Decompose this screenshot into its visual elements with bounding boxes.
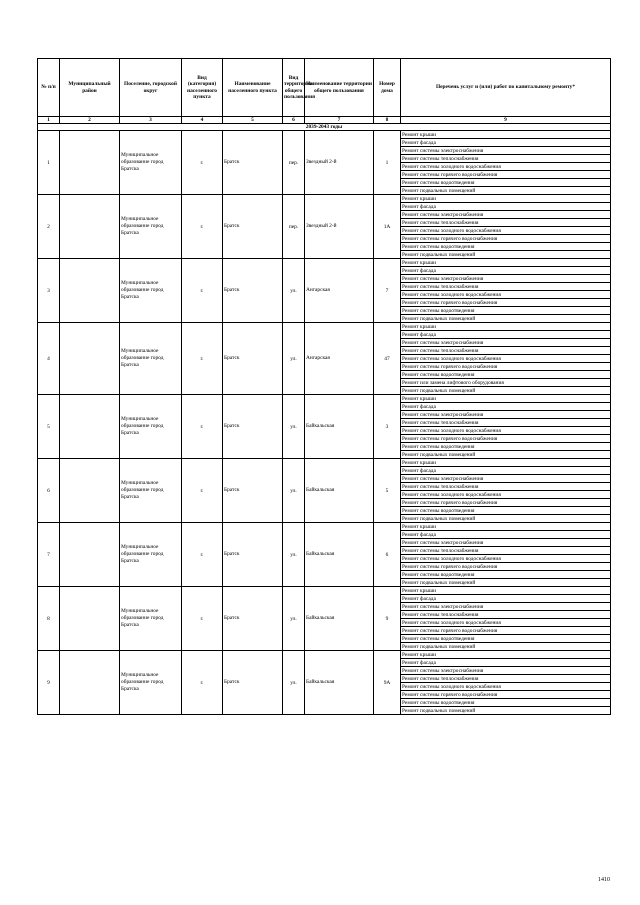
service-item: Ремонт системы водоотведения <box>401 243 611 251</box>
service-item: Ремонт системы теплоснабжения <box>401 419 611 427</box>
service-item: Ремонт системы водоотведения <box>401 571 611 579</box>
locality-type: г. <box>182 459 223 523</box>
service-item: Ремонт фасада <box>401 139 611 147</box>
service-item: Ремонт системы электроснабжения <box>401 667 611 675</box>
territory-type: ул. <box>283 459 305 523</box>
service-item: Ремонт системы водоотведения <box>401 179 611 187</box>
municipal-district <box>60 323 120 395</box>
header-territory-type: Вид территории общего пользования <box>283 59 305 117</box>
service-item: Ремонт системы холодного водоснабжения <box>401 555 611 563</box>
header-locality-type: Вид (категория) населенного пункта <box>182 59 223 117</box>
service-item: Ремонт системы холодного водоснабжения <box>401 619 611 627</box>
service-item: Ремонт системы холодного водоснабжения <box>401 355 611 363</box>
row-number: 6 <box>38 459 60 523</box>
service-item: Ремонт системы теплоснабжения <box>401 483 611 491</box>
service-item: Ремонт подвальных помещений <box>401 187 611 195</box>
service-item: Ремонт фасада <box>401 467 611 475</box>
column-number: 1 <box>38 117 60 124</box>
service-item: Ремонт системы водоотведения <box>401 307 611 315</box>
row-number: 3 <box>38 259 60 323</box>
table-row <box>38 587 611 595</box>
locality-name: Братск <box>223 131 283 195</box>
service-item: Ремонт системы теплоснабжения <box>401 547 611 555</box>
service-item: Ремонт системы электроснабжения <box>401 475 611 483</box>
service-item: Ремонт подвальных помещений <box>401 315 611 323</box>
capital-repair-table <box>37 58 611 715</box>
row-number: 5 <box>38 395 60 459</box>
locality-name: Братск <box>223 651 283 715</box>
house-number: 9А <box>374 651 401 715</box>
territory-name: Байкальская <box>305 395 374 459</box>
municipal-district <box>60 131 120 195</box>
settlement: Муниципальное образование город Братска <box>120 195 182 259</box>
territory-type: ул. <box>283 395 305 459</box>
column-number: 4 <box>182 117 223 124</box>
locality-type: г. <box>182 131 223 195</box>
settlement: Муниципальное образование город Братска <box>120 259 182 323</box>
table-row <box>38 523 611 531</box>
house-number: 1А <box>374 195 401 259</box>
territory-type: ул. <box>283 523 305 587</box>
service-item: Ремонт или замена лифтового оборудования <box>401 379 611 387</box>
service-item: Ремонт системы горячего водоснабжения <box>401 363 611 371</box>
municipal-district <box>60 587 120 651</box>
service-item: Ремонт системы теплоснабжения <box>401 283 611 291</box>
locality-name: Братск <box>223 195 283 259</box>
service-item: Ремонт системы водоотведения <box>401 507 611 515</box>
service-item: Ремонт подвальных помещений <box>401 643 611 651</box>
header-services: Перечень услуг и (или) работ по капитальному ремонту* <box>401 59 611 117</box>
service-item: Ремонт подвальных помещений <box>401 451 611 459</box>
house-number: 3 <box>374 395 401 459</box>
locality-type: г. <box>182 395 223 459</box>
service-item: Ремонт системы теплоснабжения <box>401 155 611 163</box>
service-item: Ремонт системы холодного водоснабжения <box>401 491 611 499</box>
service-item: Ремонт системы водоотведения <box>401 443 611 451</box>
territory-type: ул. <box>283 651 305 715</box>
service-item: Ремонт крыши <box>401 195 611 203</box>
column-number: 7 <box>305 117 374 124</box>
locality-name: Братск <box>223 523 283 587</box>
column-number: 8 <box>374 117 401 124</box>
service-item: Ремонт системы горячего водоснабжения <box>401 171 611 179</box>
service-item: Ремонт подвальных помещений <box>401 387 611 395</box>
municipal-district <box>60 395 120 459</box>
territory-name: Звездный 2-й <box>305 131 374 195</box>
service-item: Ремонт подвальных помещений <box>401 707 611 715</box>
service-item: Ремонт фасада <box>401 403 611 411</box>
table-row <box>38 323 611 331</box>
settlement: Муниципальное образование город Братска <box>120 131 182 195</box>
service-item: Ремонт системы электроснабжения <box>401 339 611 347</box>
territory-type: ул. <box>283 323 305 395</box>
service-item: Ремонт системы теплоснабжения <box>401 347 611 355</box>
service-item: Ремонт системы горячего водоснабжения <box>401 499 611 507</box>
territory-name: Звездный 2-й <box>305 195 374 259</box>
municipal-district <box>60 459 120 523</box>
page-number: 1410 <box>598 877 610 883</box>
service-item: Ремонт подвальных помещений <box>401 251 611 259</box>
municipal-district <box>60 651 120 715</box>
house-number: 6 <box>374 523 401 587</box>
locality-type: г. <box>182 323 223 395</box>
locality-name: Братск <box>223 323 283 395</box>
territory-type: пер. <box>283 131 305 195</box>
service-item: Ремонт крыши <box>401 323 611 331</box>
service-item: Ремонт системы горячего водоснабжения <box>401 299 611 307</box>
service-item: Ремонт системы холодного водоснабжения <box>401 227 611 235</box>
service-item: Ремонт подвальных помещений <box>401 579 611 587</box>
row-number: 9 <box>38 651 60 715</box>
row-number: 1 <box>38 131 60 195</box>
locality-name: Братск <box>223 587 283 651</box>
header-row <box>38 59 611 117</box>
service-item: Ремонт фасада <box>401 531 611 539</box>
settlement: Муниципальное образование город Братска <box>120 651 182 715</box>
service-item: Ремонт системы горячего водоснабжения <box>401 235 611 243</box>
service-item: Ремонт системы электроснабжения <box>401 539 611 547</box>
service-item: Ремонт фасада <box>401 331 611 339</box>
service-item: Ремонт системы горячего водоснабжения <box>401 691 611 699</box>
territory-name: Ангарская <box>305 323 374 395</box>
house-number: 9 <box>374 587 401 651</box>
service-item: Ремонт системы горячего водоснабжения <box>401 627 611 635</box>
row-number: 4 <box>38 323 60 395</box>
service-item: Ремонт системы теплоснабжения <box>401 675 611 683</box>
municipal-district <box>60 259 120 323</box>
house-number: 7 <box>374 259 401 323</box>
table-body <box>38 117 611 715</box>
service-item: Ремонт подвальных помещений <box>401 515 611 523</box>
header-settlement: Поселение, городской округ <box>120 59 182 117</box>
header-territory-name: Наименование территории общего пользования <box>305 59 374 117</box>
service-item: Ремонт крыши <box>401 131 611 139</box>
service-item: Ремонт крыши <box>401 651 611 659</box>
column-number: 2 <box>60 117 120 124</box>
table-row <box>38 131 611 139</box>
header-locality-name: Наименование населенного пункта <box>223 59 283 117</box>
territory-name: Байкальская <box>305 587 374 651</box>
service-item: Ремонт фасада <box>401 203 611 211</box>
service-item: Ремонт системы электроснабжения <box>401 147 611 155</box>
header-municipal-district: Муниципальный район <box>60 59 120 117</box>
service-item: Ремонт системы электроснабжения <box>401 411 611 419</box>
house-number: 5 <box>374 459 401 523</box>
locality-type: г. <box>182 587 223 651</box>
period-label: 2039-2043 годы <box>38 124 611 131</box>
territory-name: Байкальская <box>305 523 374 587</box>
column-number: 5 <box>223 117 283 124</box>
municipal-district <box>60 195 120 259</box>
table-row <box>38 195 611 203</box>
house-number: 1 <box>374 131 401 195</box>
service-item: Ремонт фасада <box>401 595 611 603</box>
service-item: Ремонт фасада <box>401 267 611 275</box>
service-item: Ремонт системы электроснабжения <box>401 275 611 283</box>
locality-name: Братск <box>223 395 283 459</box>
territory-type: ул. <box>283 587 305 651</box>
header-house-no: Номер дома <box>374 59 401 117</box>
service-item: Ремонт фасада <box>401 659 611 667</box>
service-item: Ремонт крыши <box>401 459 611 467</box>
territory-name: Байкальская <box>305 459 374 523</box>
service-item: Ремонт крыши <box>401 523 611 531</box>
row-number: 2 <box>38 195 60 259</box>
settlement: Муниципальное образование город Братска <box>120 323 182 395</box>
municipal-district <box>60 523 120 587</box>
settlement: Муниципальное образование город Братска <box>120 587 182 651</box>
service-item: Ремонт системы электроснабжения <box>401 603 611 611</box>
territory-name: Байкальская <box>305 651 374 715</box>
house-number: 47 <box>374 323 401 395</box>
territory-type: ул. <box>283 259 305 323</box>
column-number: 6 <box>283 117 305 124</box>
column-numbers-row <box>38 117 611 124</box>
locality-type: г. <box>182 259 223 323</box>
service-item: Ремонт системы горячего водоснабжения <box>401 435 611 443</box>
service-item: Ремонт системы электроснабжения <box>401 211 611 219</box>
territory-name: Ангарская <box>305 259 374 323</box>
locality-name: Братск <box>223 459 283 523</box>
service-item: Ремонт системы водоотведения <box>401 635 611 643</box>
header-no: № п/п <box>38 59 60 117</box>
territory-type: пер. <box>283 195 305 259</box>
locality-type: г. <box>182 195 223 259</box>
service-item: Ремонт системы холодного водоснабжения <box>401 163 611 171</box>
service-item: Ремонт системы холодного водоснабжения <box>401 291 611 299</box>
service-item: Ремонт системы водоотведения <box>401 371 611 379</box>
locality-type: г. <box>182 651 223 715</box>
settlement: Муниципальное образование город Братска <box>120 459 182 523</box>
column-number: 9 <box>401 117 611 124</box>
table-row <box>38 651 611 659</box>
settlement: Муниципальное образование город Братска <box>120 523 182 587</box>
row-number: 8 <box>38 587 60 651</box>
table-row <box>38 395 611 403</box>
period-row <box>38 124 611 131</box>
service-item: Ремонт системы теплоснабжения <box>401 611 611 619</box>
service-item: Ремонт системы холодного водоснабжения <box>401 683 611 691</box>
service-item: Ремонт системы теплоснабжения <box>401 219 611 227</box>
service-item: Ремонт крыши <box>401 259 611 267</box>
service-item: Ремонт системы горячего водоснабжения <box>401 563 611 571</box>
locality-type: г. <box>182 523 223 587</box>
service-item: Ремонт крыши <box>401 395 611 403</box>
service-item: Ремонт системы холодного водоснабжения <box>401 427 611 435</box>
column-number: 3 <box>120 117 182 124</box>
table-row <box>38 259 611 267</box>
settlement: Муниципальное образование город Братска <box>120 395 182 459</box>
service-item: Ремонт крыши <box>401 587 611 595</box>
row-number: 7 <box>38 523 60 587</box>
table-row <box>38 459 611 467</box>
locality-name: Братск <box>223 259 283 323</box>
service-item: Ремонт системы водоотведения <box>401 699 611 707</box>
